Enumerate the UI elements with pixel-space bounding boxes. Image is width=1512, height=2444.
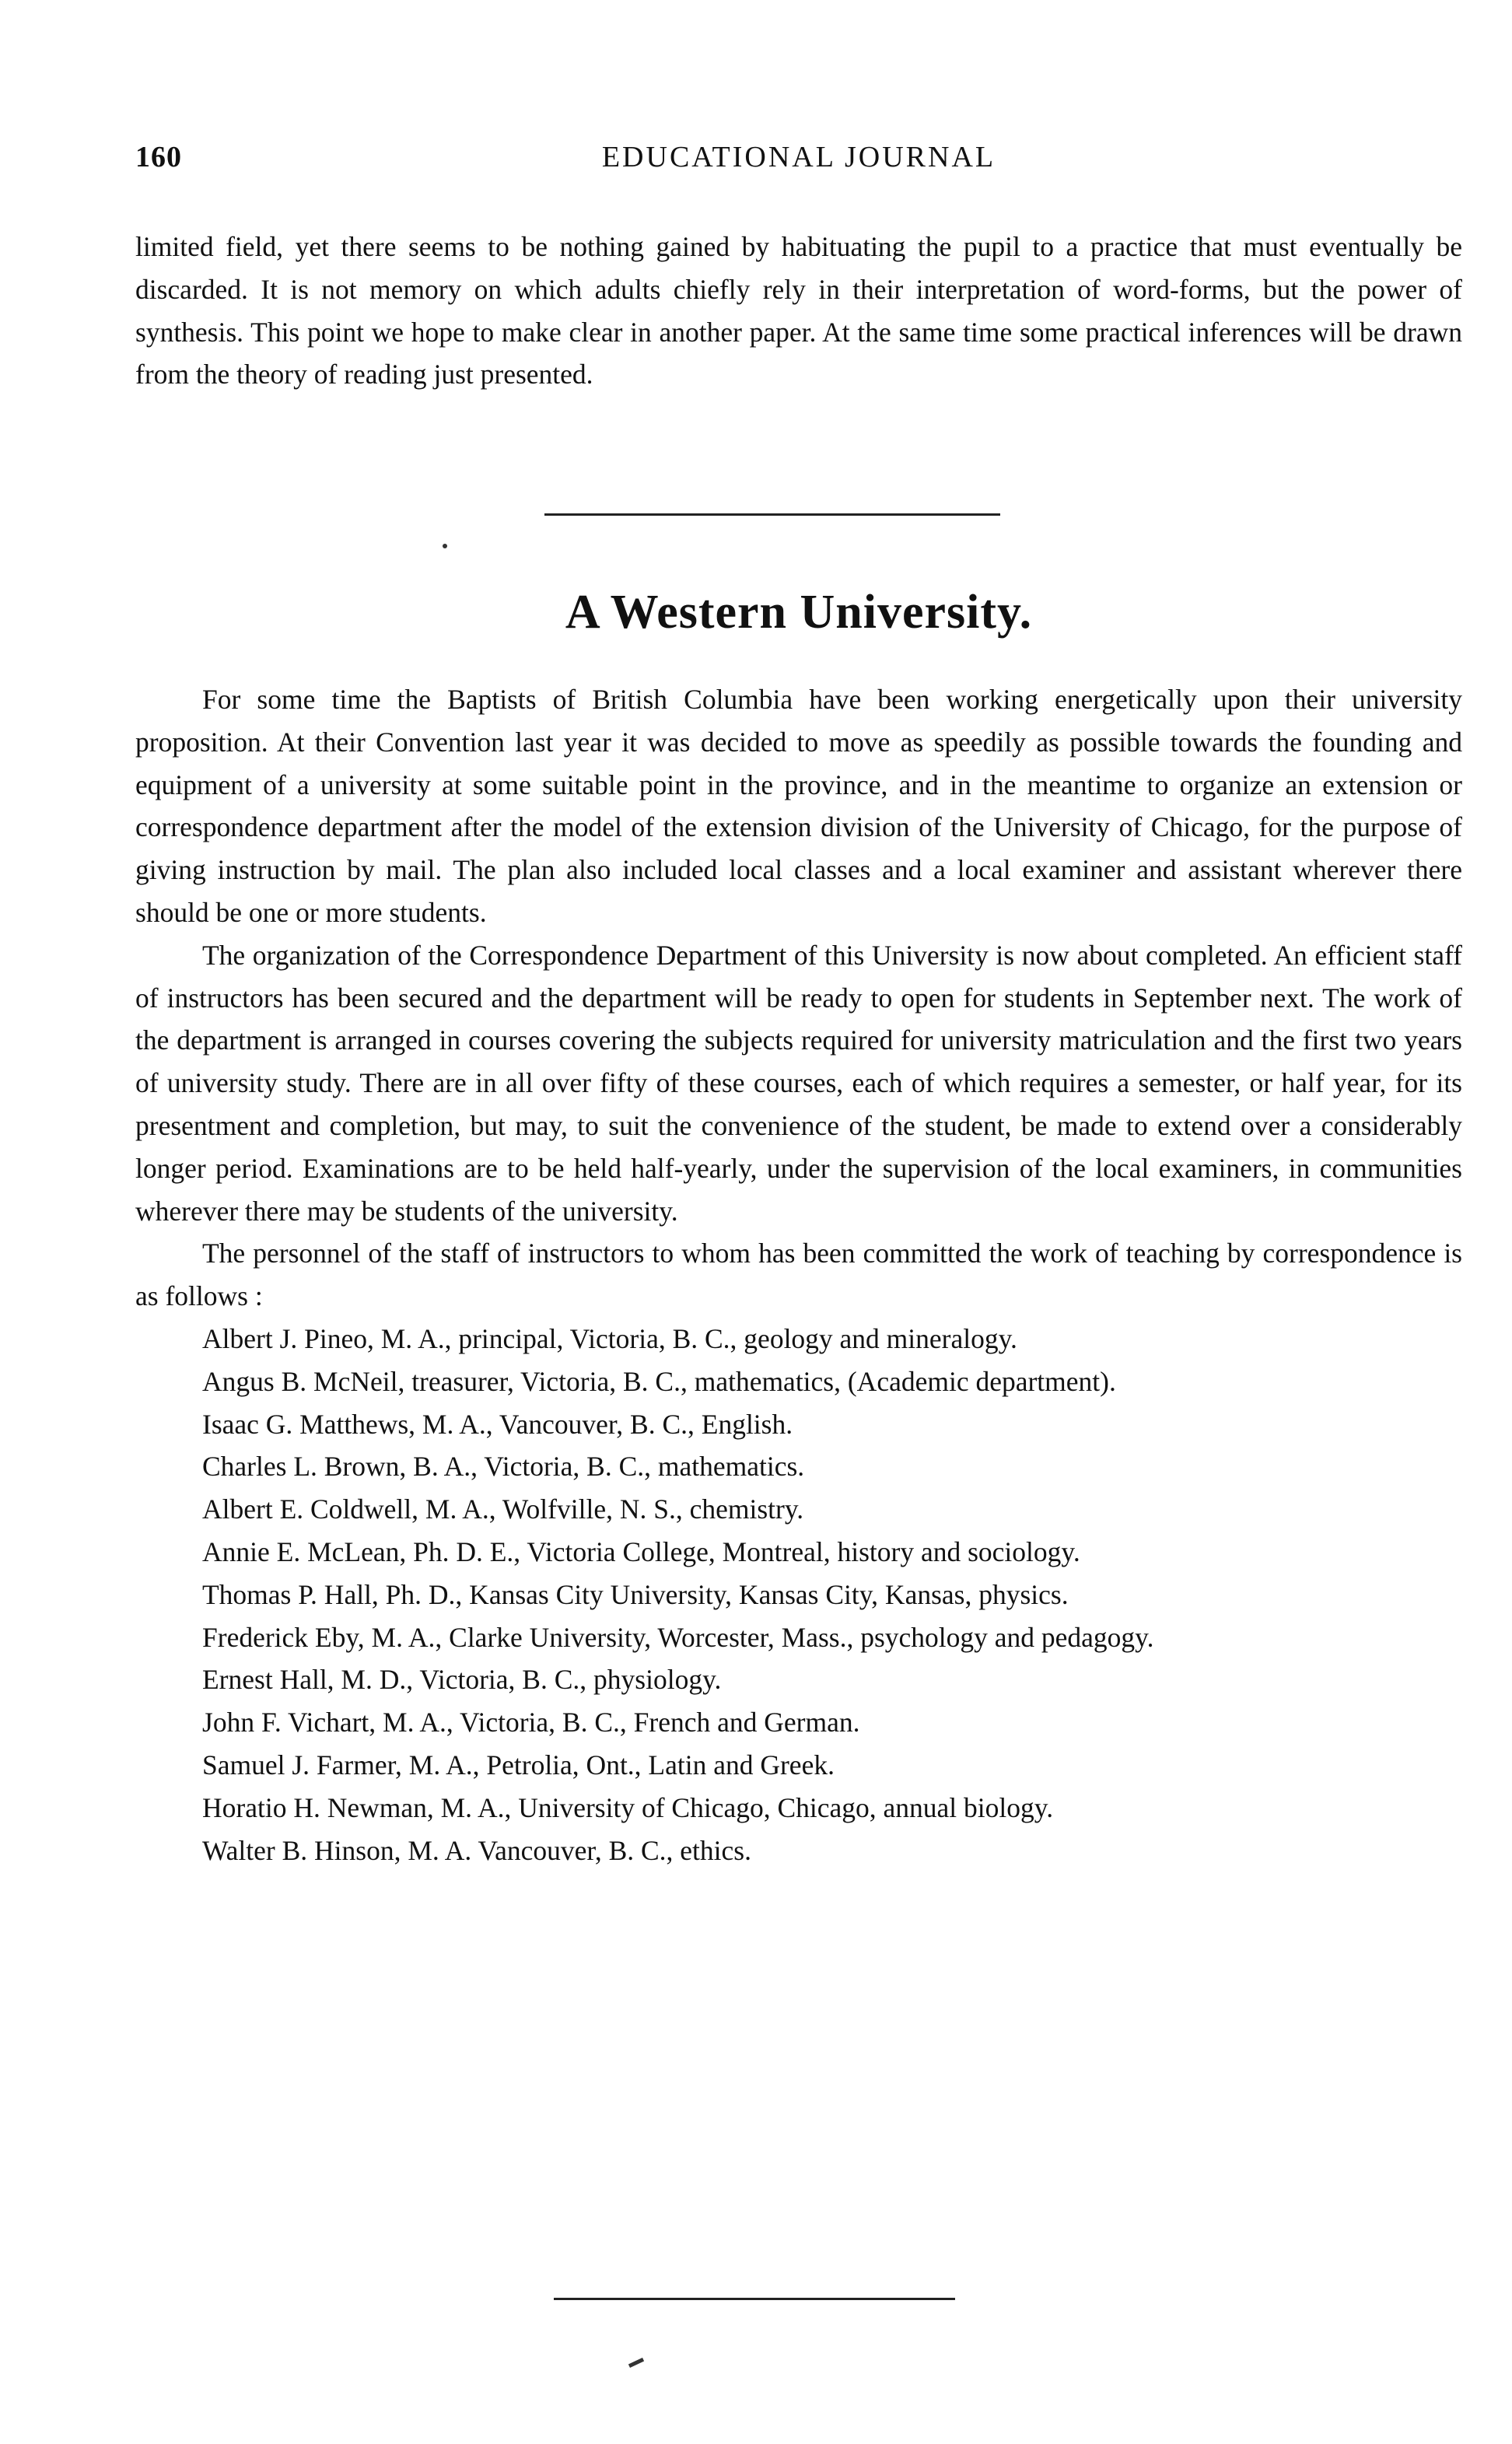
staff-entry: Horatio H. Newman, M. A., University of Chicago, Chicago, annual biology.: [202, 1791, 1054, 1823]
previous-article-ending: [135, 226, 1462, 396]
page-header: [135, 140, 1462, 187]
staff-entry: Albert E. Coldwell, M. A., Wolfville, N. S., chemistry.: [202, 1493, 804, 1525]
section-divider: [544, 513, 1000, 516]
staff-entry: Isaac G. Matthews, M. A., Vancouver, B. C., English.: [202, 1408, 793, 1440]
article-paragraph: For some time the Baptists of British Columbia have been working energetically upon their university proposition. At their Convention last year it was decided to move as speedily as possible towards the founding and equipment of a university at some suitable point in the province, and in the meantime to organize an extension or correspondence department after the model of the extension division of the University of Chicago, for the purpose of giving instruction by mail. The plan also included local classes and a local examiner and assistant wherever there should be one or more students.: [135, 684, 1462, 928]
staff-entry: Ernest Hall, M. D., Victoria, B. C., physiology.: [202, 1664, 722, 1696]
staff-entry: Samuel J. Farmer, M. A., Petrolia, Ont., Latin and Greek.: [202, 1749, 835, 1780]
staff-entry: Albert J. Pineo, M. A., principal, Victoria, B. C., geology and mineralogy.: [202, 1322, 1017, 1354]
print-mark: [628, 2358, 644, 2368]
staff-entry: Walter B. Hinson, M. A. Vancouver, B. C., ethics.: [202, 1834, 751, 1866]
staff-entry: John F. Vichart, M. A., Victoria, B. C., French and German.: [202, 1707, 860, 1738]
staff-entry: Angus B. McNeil, treasurer, Victoria, B. C., mathematics, (Academic department).: [202, 1365, 1116, 1397]
article-title: A Western University.: [565, 586, 1033, 639]
staff-entry: Annie E. McLean, Ph. D. E., Victoria College, Montreal, history and sociology.: [202, 1535, 1080, 1567]
carryover-paragraph: limited field, yet there seems to be nothing gained by habituating the pupil to a practice that must eventually be discarded. It is not memory on which adults chiefly rely in their interpretation of word-forms, but the power of synthesis. This point we hope to make clear in another paper. At the same time some practical inferences will be drawn from the theory of reading just presented.: [135, 231, 1462, 390]
article-body: [135, 678, 1462, 1872]
end-rule: [554, 2298, 955, 2300]
article-paragraph: The personnel of the staff of instructors to whom has been committed the work of teaching by correspondence is as follows :: [135, 1238, 1462, 1312]
staff-entry: Frederick Eby, M. A., Clarke University, Worcester, Mass., psychology and pedagogy.: [202, 1621, 1154, 1653]
running-title: EDUCATIONAL JOURNAL: [601, 141, 996, 173]
staff-entry: Charles L. Brown, B. A., Victoria, B. C., mathematics.: [202, 1451, 805, 1483]
print-speck: [443, 544, 447, 548]
staff-entry: Thomas P. Hall, Ph. D., Kansas City University, Kansas City, Kansas, physics.: [202, 1578, 1069, 1610]
article-paragraph: The organization of the Correspondence Department of this University is now about completed. An efficient staff of instructors has been secured and the department will be ready to open for students in September next. The work of the department is arranged in courses covering the subjects required for university matriculation and the first two years of university study. There are in all over fifty of these courses, each of which requires a semester, or half year, for its presentment and completion, but may, to suit the convenience of the student, be made to extend over a considerably longer period. Examinations are to be held half-yearly, under the supervision of the local examiners, in communities wherever there may be students of the university.: [135, 939, 1462, 1227]
staff-list: [135, 1318, 1462, 1872]
page-number: 160: [135, 141, 182, 173]
